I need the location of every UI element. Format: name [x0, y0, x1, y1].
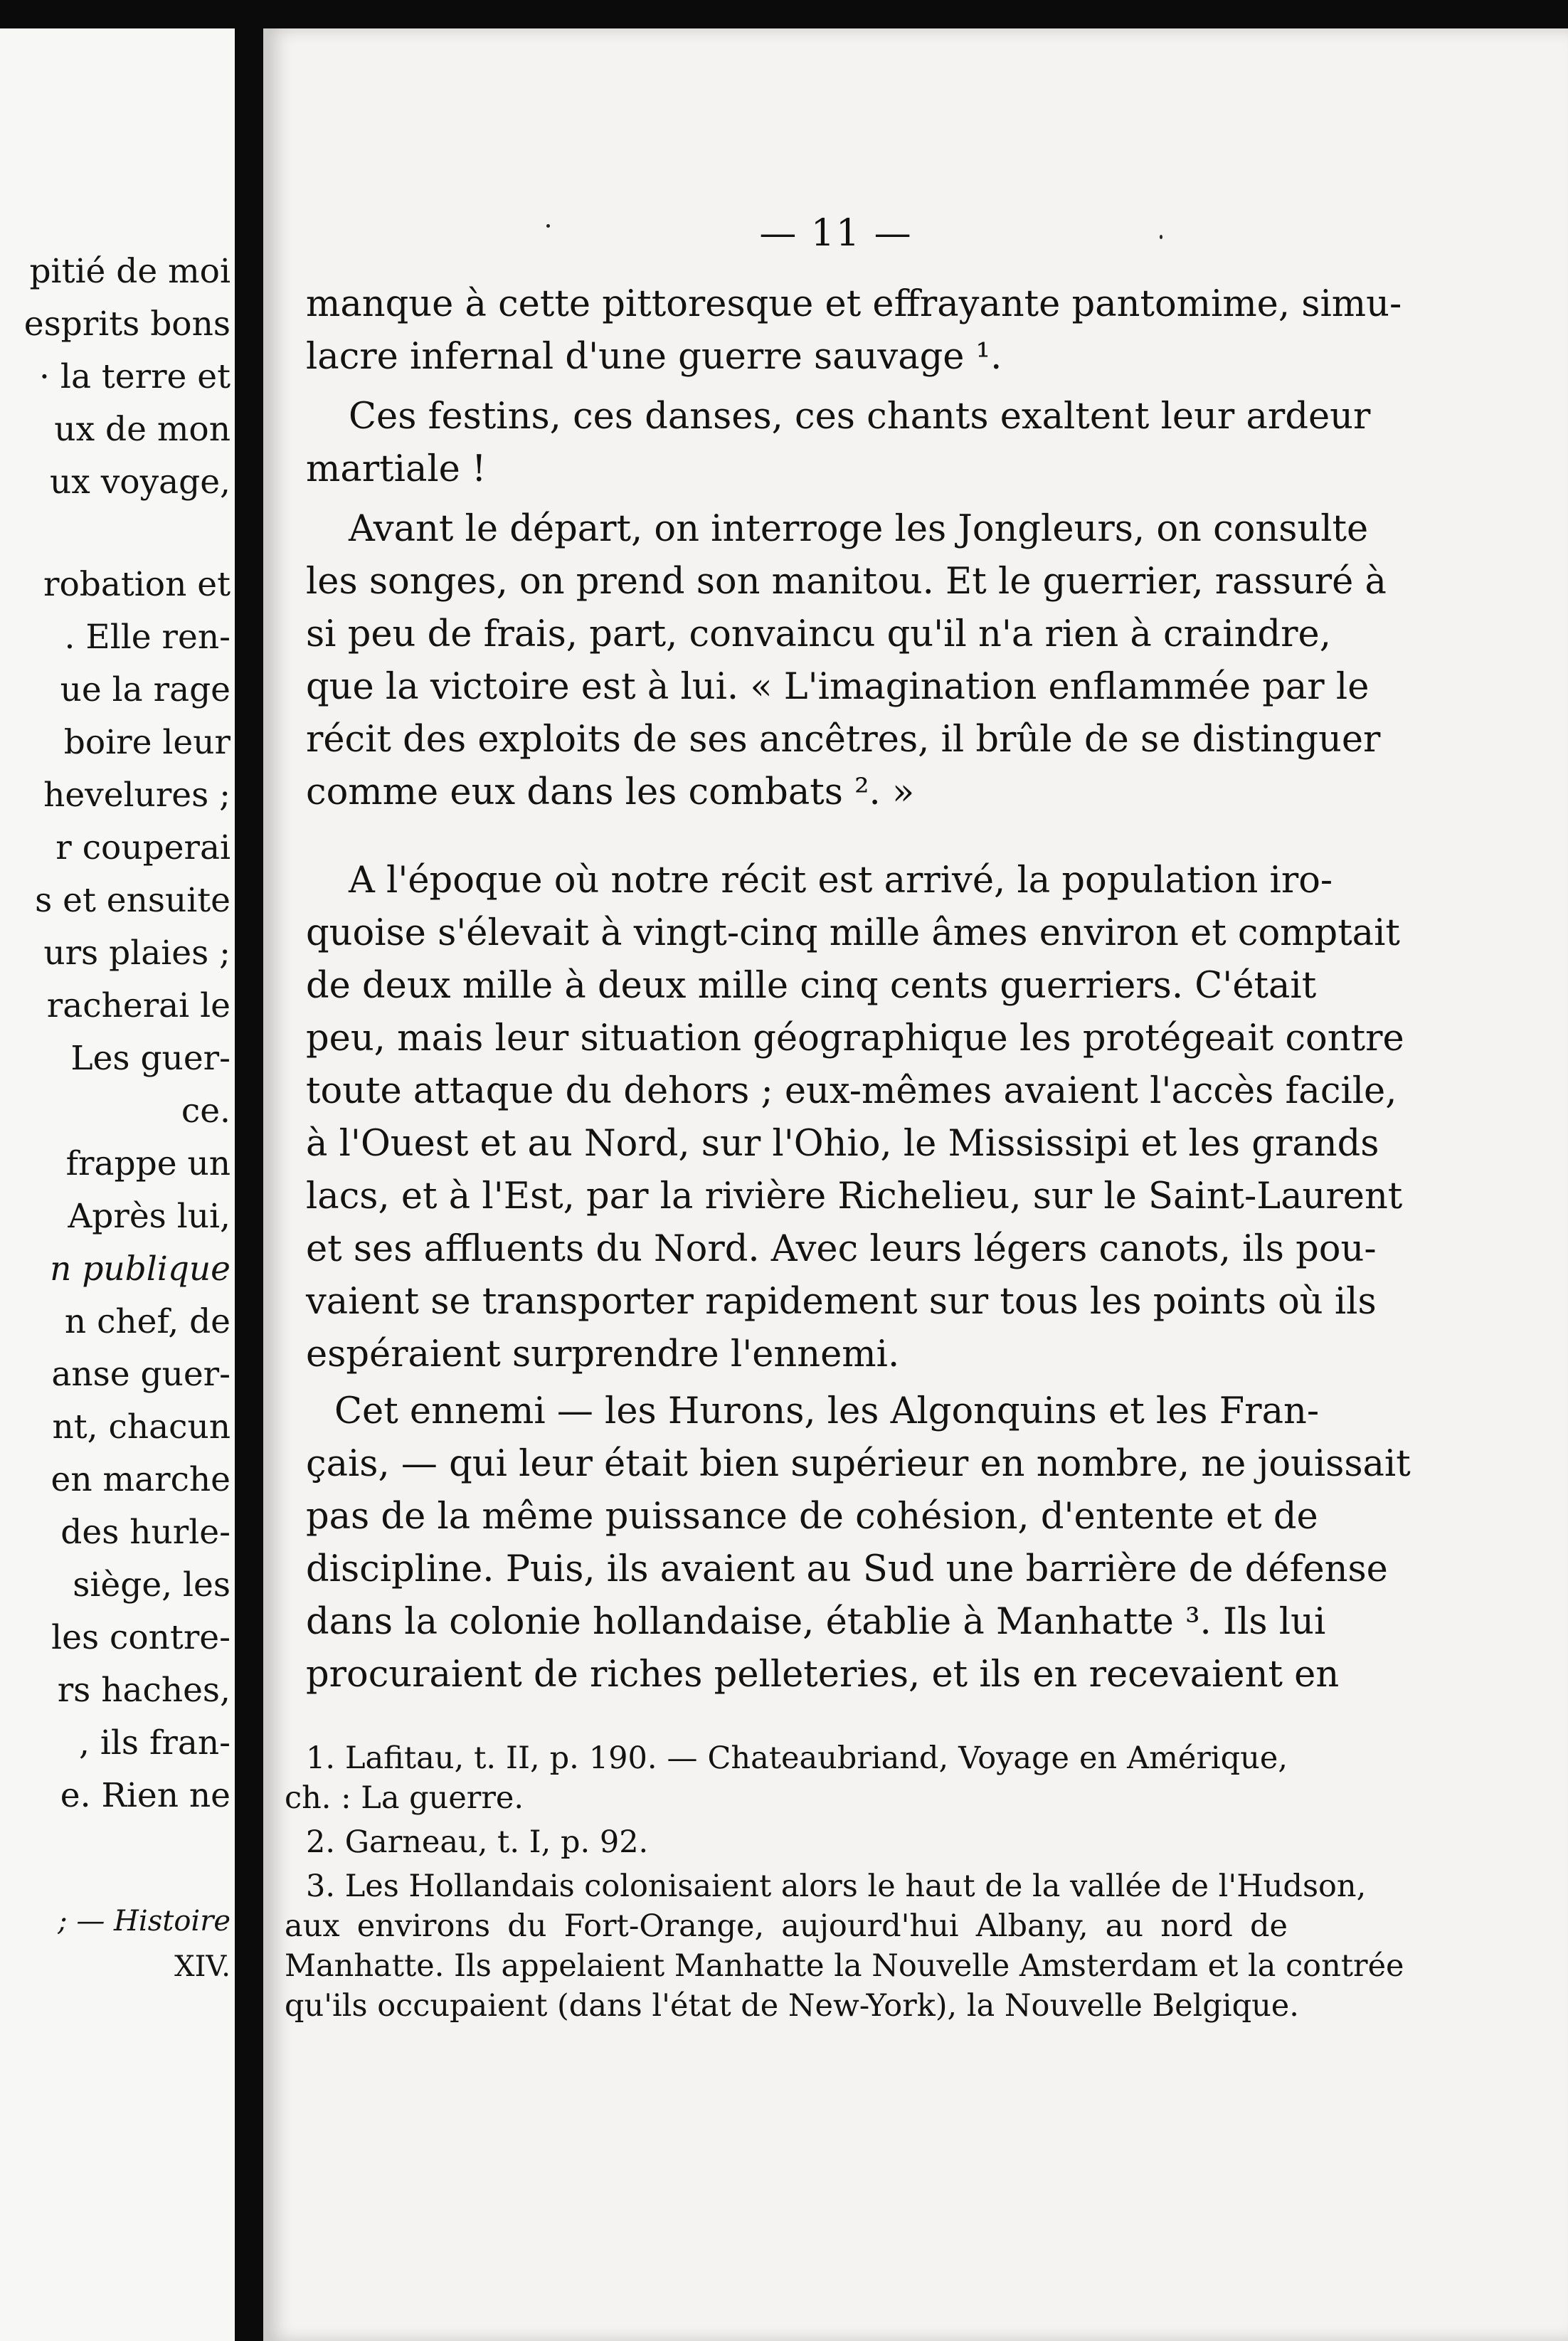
prev-page-footnote-line: ; — Histoire: [58, 1905, 231, 1938]
paragraph-line: Cet ennemi — les Hurons, les Algonquins et les Fran-: [334, 1390, 1320, 1432]
prev-page-line: frappe un: [65, 1144, 231, 1183]
paragraph-line: espéraient surprendre l'ennemi.: [306, 1333, 900, 1375]
paragraph-line: vaient se transporter rapidement sur tous les points où ils: [306, 1281, 1377, 1323]
paragraph-line: lacs, et à l'Est, par la rivière Richelieu, sur le Saint-Laurent: [306, 1175, 1403, 1217]
prev-page-line: des hurle-: [60, 1513, 231, 1552]
prev-page-line: Après lui,: [68, 1197, 231, 1236]
book-page: [263, 28, 1568, 2341]
prev-page-line: urs plaies ;: [43, 934, 231, 973]
previous-page-strip: [0, 28, 235, 2341]
prev-page-footnote-line: XIV.: [174, 1950, 231, 1983]
paragraph-line: toute attaque du dehors ; eux-mêmes avaient l'accès facile,: [306, 1070, 1397, 1112]
paragraph-line: çais, — qui leur était bien supérieur en nombre, ne jouissait: [306, 1443, 1411, 1485]
paragraph-line: pas de la même puissance de cohésion, d'entente et de: [306, 1496, 1318, 1538]
paragraph-line: Avant le départ, on interroge les Jongleurs, on consulte: [349, 508, 1369, 550]
paper-speck: [546, 224, 550, 228]
paragraph-line: de deux mille à deux mille cinq cents guerriers. C'était: [306, 965, 1317, 1007]
prev-page-line: hevelures ;: [43, 776, 231, 815]
paragraph-line: que la victoire est à lui. « L'imagination enflammée par le: [306, 666, 1370, 708]
footnote-line: 3. Les Hollandais colonisaient alors le haut de la vallée de l'Hudson,: [306, 1869, 1367, 1904]
prev-page-line: e. Rien ne: [60, 1776, 231, 1815]
paragraph-line: quoise s'élevait à vingt-cinq mille âmes environ et comptait: [306, 912, 1400, 954]
paragraph-line: lacre infernal d'une guerre sauvage ¹.: [306, 336, 1002, 378]
prev-page-line: pitié de moi: [29, 252, 231, 291]
footnote-line: Manhatte. Ils appelaient Manhatte la Nouvelle Amsterdam et la contrée: [285, 1948, 1404, 1984]
prev-page-line: ue la rage: [60, 670, 231, 709]
prev-page-line: nt, chacun: [52, 1407, 231, 1447]
prev-page-line: racherai le: [46, 986, 231, 1025]
prev-page-line: ux de mon: [54, 410, 231, 449]
prev-page-line: en marche: [51, 1460, 231, 1499]
prev-page-line: r couperai: [55, 828, 231, 867]
footnote-line: ch. : La guerre.: [285, 1780, 524, 1816]
paragraph-line: manque à cette pittoresque et effrayante pantomime, simu-: [306, 283, 1402, 325]
paragraph-line: procuraient de riches pelleteries, et ils en recevaient en: [306, 1654, 1340, 1696]
paragraph-line: martiale !: [306, 448, 487, 490]
prev-page-line: boire leur: [63, 723, 231, 762]
prev-page-line: anse guer-: [51, 1355, 231, 1394]
paragraph-line: à l'Ouest et au Nord, sur l'Ohio, le Mississipi et les grands: [306, 1123, 1379, 1165]
prev-page-line: s et ensuite: [35, 881, 231, 920]
paragraph-line: et ses affluents du Nord. Avec leurs légers canots, ils pou-: [306, 1228, 1377, 1270]
footnote-line: aux environs du Fort-Orange, aujourd'hui Albany, au nord de: [285, 1908, 1288, 1944]
paragraph-line: Ces festins, ces danses, ces chants exaltent leur ardeur: [349, 396, 1371, 438]
paragraph-line: discipline. Puis, ils avaient au Sud une barrière de défense: [306, 1548, 1388, 1590]
prev-page-line: n publique: [50, 1249, 231, 1289]
prev-page-line: ux voyage,: [50, 463, 231, 502]
paragraph-line: récit des exploits de ses ancêtres, il brûle de se distinguer: [306, 719, 1381, 761]
page-number: — 11 —: [759, 212, 913, 255]
prev-page-line: · la terre et: [39, 357, 231, 396]
paper-speck: [1160, 235, 1162, 239]
prev-page-line: ce.: [181, 1092, 231, 1131]
prev-page-line: Les guer-: [70, 1039, 231, 1078]
prev-page-line: robation et: [43, 565, 231, 604]
paragraph-line: si peu de frais, part, convaincu qu'il n'a rien à craindre,: [306, 613, 1331, 655]
prev-page-line: siège, les: [73, 1565, 231, 1605]
paragraph-line: peu, mais leur situation géographique les protégeait contre: [306, 1018, 1404, 1059]
footnote-line: 2. Garneau, t. I, p. 92.: [306, 1824, 649, 1860]
prev-page-line: esprits bons: [23, 305, 231, 344]
prev-page-line: les contre-: [51, 1618, 231, 1657]
paragraph-line: les songes, on prend son manitou. Et le guerrier, rassuré à: [306, 561, 1387, 603]
paragraph-line: comme eux dans les combats ². »: [306, 771, 915, 813]
prev-page-line: . Elle ren-: [64, 618, 231, 657]
paragraph-line: dans la colonie hollandaise, établie à Manhatte ³. Ils lui: [306, 1601, 1326, 1643]
prev-page-line: rs haches,: [57, 1671, 231, 1710]
footnote-line: 1. Lafitau, t. II, p. 190. — Chateaubriand, Voyage en Amérique,: [306, 1740, 1288, 1776]
footnote-line: qu'ils occupaient (dans l'état de New-York), la Nouvelle Belgique.: [285, 1988, 1299, 2024]
paragraph-line: A l'époque où notre récit est arrivé, la population iro-: [349, 860, 1333, 902]
prev-page-line: n chef, de: [64, 1302, 231, 1341]
prev-page-line: , ils fran-: [78, 1723, 231, 1763]
